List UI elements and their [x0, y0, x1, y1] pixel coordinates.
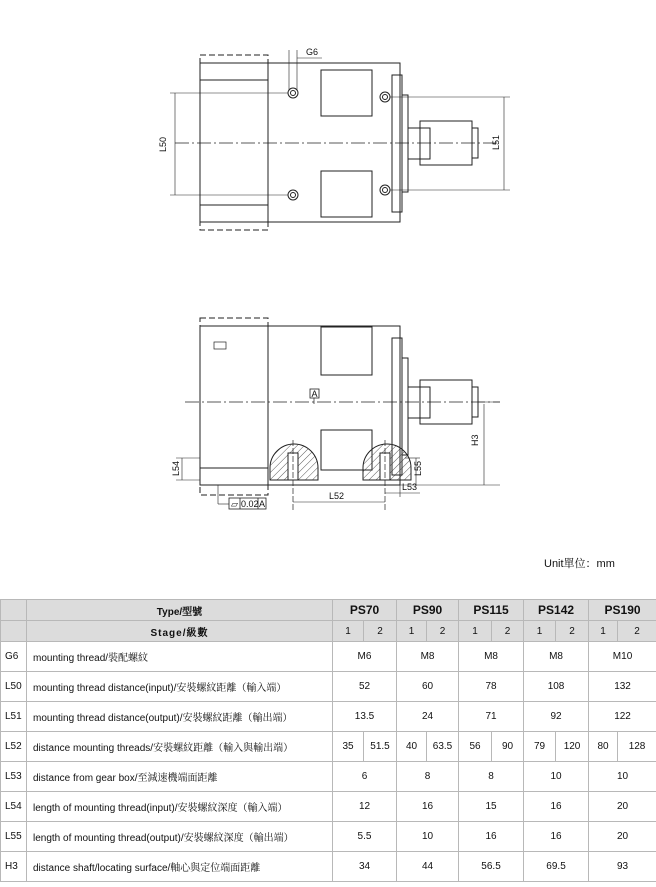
stage-cell: 2	[618, 621, 656, 642]
stage-cell: 1	[397, 621, 427, 642]
side-view-labels	[171, 389, 480, 509]
row-code: L53	[1, 762, 27, 792]
value-cell: 16	[524, 822, 589, 852]
spec-table	[0, 599, 656, 882]
row-code: G6	[1, 642, 27, 672]
type-label: Type/型號	[27, 600, 333, 621]
value-cell: 16	[397, 792, 459, 822]
stage-cell: 2	[364, 621, 397, 642]
value-cell: 20	[589, 822, 656, 852]
stage-cell: 2	[556, 621, 589, 642]
value-cell: 16	[459, 822, 524, 852]
h3-label: H3	[470, 434, 480, 446]
value-cell: 5.5	[333, 822, 397, 852]
row-description: length of mounting thread(output)/安裝螺紋深度（輸出端）	[27, 822, 333, 852]
table-row	[1, 822, 656, 852]
value-cell: 10	[524, 762, 589, 792]
value-cell: 56.5	[459, 852, 524, 882]
value-cell: 12	[333, 792, 397, 822]
l53-label: L53	[402, 482, 418, 492]
value-cell: 8	[459, 762, 524, 792]
header-blank	[1, 600, 27, 621]
value-cell: 16	[524, 792, 589, 822]
table-row	[1, 642, 656, 672]
value-cell: 56	[459, 732, 492, 762]
stage-label: Stage/級數	[27, 621, 333, 642]
row-description: distance shaft/locating surface/軸心與定位端面距離	[27, 852, 333, 882]
row-description: mounting thread distance(output)/安裝螺紋距離（輸出端）	[27, 702, 333, 732]
value-cell: M8	[459, 642, 524, 672]
side-view	[176, 318, 500, 510]
value-cell: 80	[589, 732, 618, 762]
value-cell: 128	[618, 732, 656, 762]
unit-note: Unit單位：mm	[544, 558, 615, 570]
table-row	[1, 702, 656, 732]
header-blank	[1, 621, 27, 642]
value-cell: 6	[333, 762, 397, 792]
stage-cell: 1	[459, 621, 492, 642]
value-cell: 34	[333, 852, 397, 882]
model-ps190: PS190	[589, 600, 656, 621]
row-code: L51	[1, 702, 27, 732]
value-cell: 20	[589, 792, 656, 822]
row-code: L50	[1, 672, 27, 702]
l50-label: L50	[158, 136, 168, 152]
value-cell: 108	[524, 672, 589, 702]
value-cell: 52	[333, 672, 397, 702]
value-cell: 90	[492, 732, 524, 762]
datum-a-label: A	[311, 389, 318, 399]
value-cell: 40	[397, 732, 427, 762]
header-row-type	[1, 600, 656, 621]
value-cell: 63.5	[427, 732, 459, 762]
value-cell: 122	[589, 702, 656, 732]
row-code: L55	[1, 822, 27, 852]
stage-cell: 1	[333, 621, 364, 642]
tolerance-datum: A	[259, 499, 266, 509]
row-description: length of mounting thread(input)/安裝螺紋深度（輸入端）	[27, 792, 333, 822]
row-code: L54	[1, 792, 27, 822]
value-cell: 79	[524, 732, 556, 762]
flatness-symbol: ⏥	[231, 499, 238, 509]
stage-cell: 2	[492, 621, 524, 642]
table-row	[1, 672, 656, 702]
value-cell: M8	[524, 642, 589, 672]
value-cell: M10	[589, 642, 656, 672]
l55-label: L55	[413, 460, 423, 476]
value-cell: 69.5	[524, 852, 589, 882]
top-view	[170, 50, 510, 230]
row-code: H3	[1, 852, 27, 882]
value-cell: 51.5	[364, 732, 397, 762]
model-ps115: PS115	[459, 600, 524, 621]
value-cell: 92	[524, 702, 589, 732]
value-cell: 93	[589, 852, 656, 882]
value-cell: 120	[556, 732, 589, 762]
row-description: mounting thread distance(input)/安裝螺紋距離（輸入端）	[27, 672, 333, 702]
value-cell: 10	[397, 822, 459, 852]
value-cell: 44	[397, 852, 459, 882]
value-cell: M8	[397, 642, 459, 672]
table-row	[1, 762, 656, 792]
model-ps90: PS90	[397, 600, 459, 621]
l54-label: L54	[171, 460, 181, 476]
row-description: distance from gear box/至減速機端面距離	[27, 762, 333, 792]
table-row	[1, 732, 656, 762]
stage-cell: 1	[589, 621, 618, 642]
value-cell: 15	[459, 792, 524, 822]
value-cell: 8	[397, 762, 459, 792]
value-cell: 13.5	[333, 702, 397, 732]
value-cell: 10	[589, 762, 656, 792]
model-ps142: PS142	[524, 600, 589, 621]
value-cell: 24	[397, 702, 459, 732]
value-cell: 78	[459, 672, 524, 702]
value-cell: 35	[333, 732, 364, 762]
stage-cell: 1	[524, 621, 556, 642]
value-cell: 132	[589, 672, 656, 702]
header-row-stage	[1, 621, 656, 642]
l52-label: L52	[329, 491, 345, 501]
l51-label: L51	[491, 134, 501, 150]
row-description: distance mounting threads/安裝螺紋距離（輸入與輸出端）	[27, 732, 333, 762]
value-cell: 71	[459, 702, 524, 732]
table-row	[1, 852, 656, 882]
row-description: mounting thread/裝配螺紋	[27, 642, 333, 672]
row-code: L52	[1, 732, 27, 762]
model-ps70: PS70	[333, 600, 397, 621]
table-row	[1, 792, 656, 822]
tolerance-value: 0.02	[241, 499, 259, 509]
g6-label: G6	[306, 47, 319, 57]
stage-cell: 2	[427, 621, 459, 642]
value-cell: M6	[333, 642, 397, 672]
value-cell: 60	[397, 672, 459, 702]
